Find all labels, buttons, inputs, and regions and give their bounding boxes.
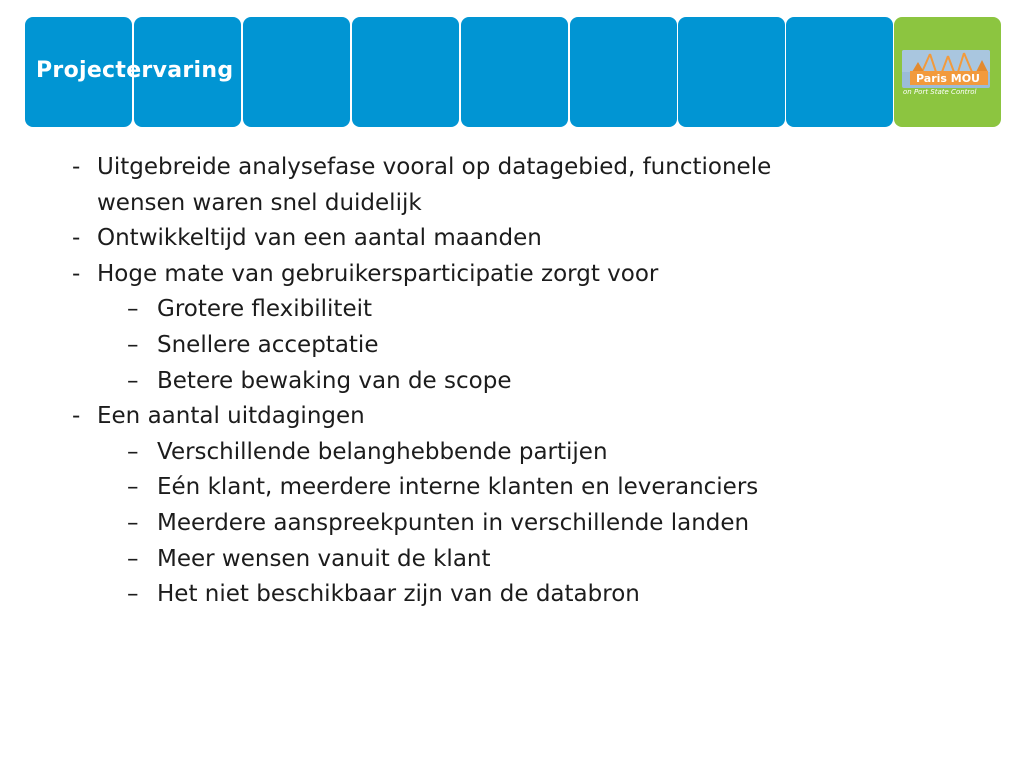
list-item-text: Ontwikkeltijd van een aantal maanden [97,225,542,252]
crane-icon [902,50,990,72]
header-tile [678,17,785,127]
sub-list-item [0,364,1024,400]
header-tile [352,17,459,127]
logo-image [902,50,990,88]
bullet-dash: - [72,403,81,430]
bullet-en-dash: – [127,438,139,465]
bullet-list [0,150,1024,613]
bullet-en-dash: – [127,367,139,394]
bullet-en-dash: – [127,296,139,323]
list-item [0,221,1024,257]
sub-list-item-text: Betere bewaking van de scope [157,367,512,394]
sub-list-item-text: Meerdere aanspreekpunten in verschillende landen [157,509,750,536]
sub-list-item-text: Grotere flexibiliteit [157,296,373,323]
sub-list-item [0,470,1024,506]
list-item-text: Uitgebreide analysefase vooral op datagebied, functionele [97,154,772,180]
slide-header [0,0,1024,130]
sub-list-item [0,577,1024,613]
bullet-dash: - [72,154,81,180]
header-tile [786,17,893,127]
bullet-en-dash: – [127,509,139,536]
sub-list-item-text: Meer wensen vanuit de klant [157,545,491,572]
bullet-en-dash: – [127,581,139,608]
header-tile [570,17,677,127]
sub-list-item [0,328,1024,364]
sub-list-item-text: Snellere acceptatie [157,331,379,358]
list-item [0,399,1024,435]
bullet-en-dash: – [127,474,139,501]
sub-list-item-text: Eén klant, meerdere interne klanten en leveranciers [157,474,759,501]
logo-tagline: on Port State Control [903,88,977,96]
list-item-continuation [0,186,1024,222]
sub-list-item [0,435,1024,471]
bullet-en-dash: – [127,545,139,572]
list-item-text: Een aantal uitdagingen [97,403,365,430]
list-item [0,150,1024,186]
sub-list-item-text: Verschillende belanghebbende partijen [157,438,608,465]
header-tile [243,17,350,127]
bullet-dash: - [72,225,81,252]
list-item [0,257,1024,293]
sub-list-item [0,292,1024,328]
page-title: Projectervaring [36,58,234,83]
bullet-dash: - [72,260,81,287]
sub-list-item-text: Het niet beschikbaar zijn van de databron [157,581,640,608]
paris-mou-logo [902,50,990,98]
header-tile [461,17,568,127]
bullet-en-dash: – [127,331,139,358]
sub-list-item [0,542,1024,578]
logo-name: Paris MOU [916,72,980,85]
list-item-text: wensen waren snel duidelijk [97,189,422,216]
sub-list-item [0,506,1024,542]
list-item-text: Hoge mate van gebruikersparticipatie zorgt voor [97,260,659,287]
